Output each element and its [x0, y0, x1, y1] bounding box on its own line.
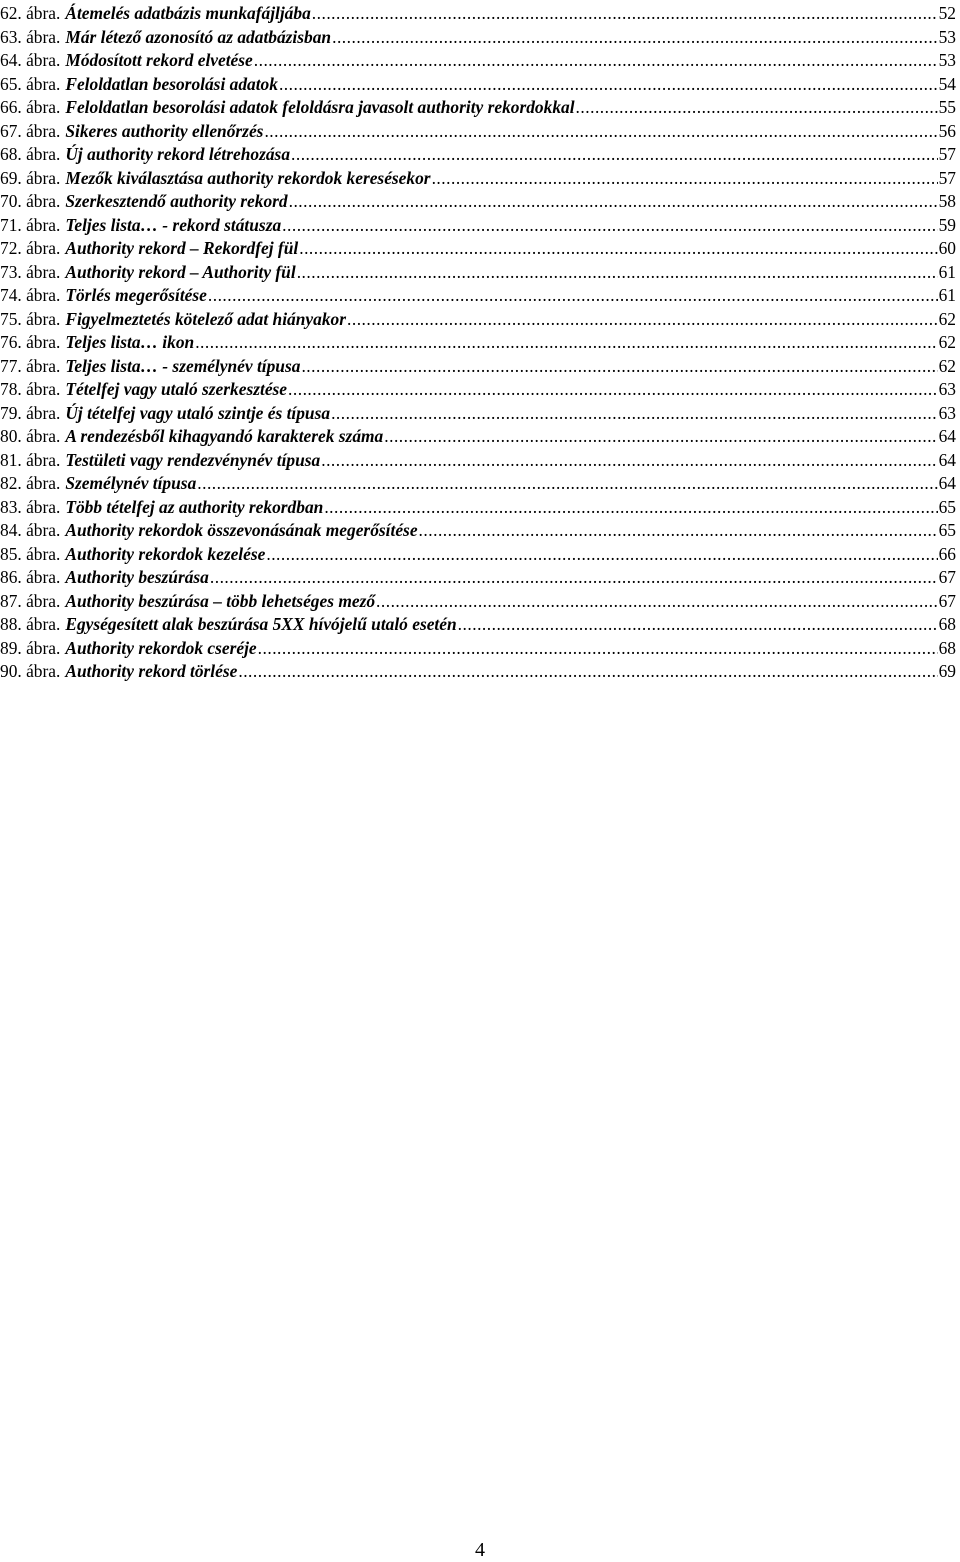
toc-entry[interactable] [0, 190, 956, 214]
entry-title: Authority rekordok cseréje [65, 637, 257, 658]
entry-number: 90. ábra. [0, 661, 61, 681]
entry-title: Authority rekordok összevonásának megerősítése [65, 520, 418, 540]
toc-entry[interactable] [0, 496, 956, 520]
entry-title: Új tételfej vagy utaló szintje és típusa [65, 402, 331, 423]
entry-number: 71. ábra. [0, 214, 61, 235]
toc-entry[interactable] [0, 519, 956, 543]
entry-number: 74. ábra. [0, 285, 61, 305]
dot-leader [195, 331, 937, 355]
entry-page-number: 68 [938, 637, 956, 658]
toc-entry[interactable] [0, 543, 956, 567]
dot-leader [238, 660, 937, 684]
toc-entry[interactable] [0, 143, 956, 167]
entry-number: 85. ábra. [0, 543, 61, 564]
entry-page-number: 63 [938, 402, 956, 423]
dot-leader [297, 261, 938, 285]
dot-leader [291, 143, 938, 167]
dot-leader [332, 26, 938, 50]
dot-leader [301, 355, 937, 379]
entry-page-number: 58 [938, 191, 956, 211]
entry-number: 82. ábra. [0, 473, 61, 493]
entry-title: Teljes lista… - rekord státusza [65, 214, 282, 235]
entry-title: Teljes lista… ikon [65, 332, 195, 352]
dot-leader [264, 120, 937, 144]
toc-entry[interactable] [0, 49, 956, 73]
entry-number: 70. ábra. [0, 191, 61, 211]
dot-leader [266, 543, 937, 567]
toc-entry[interactable] [0, 261, 956, 285]
entry-page-number: 61 [938, 285, 956, 305]
entry-title: Szerkesztendő authority rekord [65, 191, 288, 211]
entry-number: 64. ábra. [0, 50, 61, 70]
entry-number: 76. ábra. [0, 332, 61, 352]
entry-title: Figyelmeztetés kötelező adat hiányakor [65, 308, 346, 329]
toc-entry[interactable] [0, 2, 956, 26]
entry-title: Sikeres authority ellenőrzés [65, 120, 264, 141]
toc-entry[interactable] [0, 402, 956, 426]
entry-page-number: 55 [938, 97, 956, 117]
entry-number: 79. ábra. [0, 402, 61, 423]
toc-entry[interactable] [0, 425, 956, 449]
entry-page-number: 67 [938, 567, 956, 587]
dot-leader [299, 237, 937, 261]
entry-number: 89. ábra. [0, 637, 61, 658]
entry-number: 87. ábra. [0, 590, 61, 611]
entry-number: 68. ábra. [0, 144, 61, 164]
entry-number: 78. ábra. [0, 379, 61, 399]
entry-page-number: 69 [938, 661, 956, 681]
entry-number: 84. ábra. [0, 520, 61, 540]
entry-page-number: 67 [938, 590, 956, 611]
entry-page-number: 64 [938, 473, 956, 493]
dot-leader [197, 472, 937, 496]
dot-leader [419, 519, 938, 543]
toc-entry[interactable] [0, 637, 956, 661]
entry-title: Authority rekord – Authority fül [65, 261, 296, 282]
entry-title: Authority rekord törlése [65, 661, 238, 681]
toc-entry[interactable] [0, 284, 956, 308]
entry-number: 86. ábra. [0, 567, 61, 587]
entry-title: Átemelés adatbázis munkafájljába [65, 3, 311, 23]
entry-title: Már létező azonosító az adatbázisban [65, 26, 332, 47]
entry-number: 66. ábra. [0, 97, 61, 117]
entry-page-number: 60 [938, 238, 956, 258]
dot-leader [210, 566, 938, 590]
dot-leader [289, 190, 938, 214]
toc-entry[interactable] [0, 566, 956, 590]
entry-title: Tételfej vagy utaló szerkesztése [65, 379, 288, 399]
entry-page-number: 53 [938, 50, 956, 70]
toc-entry[interactable] [0, 331, 956, 355]
entry-title: Személynév típusa [65, 473, 197, 493]
entry-number: 83. ábra. [0, 496, 61, 517]
toc-entry[interactable] [0, 660, 956, 684]
entry-title: Authority rekord – Rekordfej fül [65, 238, 299, 258]
toc-entry[interactable] [0, 449, 956, 473]
page-number: 4 [475, 1539, 485, 1561]
entry-number: 65. ábra. [0, 73, 61, 94]
entry-title: Authority beszúrása – több lehetséges mező [65, 590, 376, 611]
entry-page-number: 62 [938, 332, 956, 352]
entry-page-number: 53 [938, 26, 956, 47]
entry-number: 75. ábra. [0, 308, 61, 329]
dot-leader [576, 96, 938, 120]
entry-title: Módosított rekord elvetése [65, 50, 253, 70]
dot-leader [376, 590, 938, 614]
dot-leader [279, 73, 938, 97]
entry-title: Testületi vagy rendezvénynév típusa [65, 449, 321, 470]
entry-number: 80. ábra. [0, 426, 61, 446]
entry-number: 62. ábra. [0, 3, 61, 23]
entry-page-number: 68 [938, 614, 956, 634]
dot-leader [432, 167, 938, 191]
dot-leader [324, 496, 937, 520]
toc-entry[interactable] [0, 73, 956, 97]
entry-title: Mezők kiválasztása authority rekordok keresésekor [65, 167, 431, 188]
toc-entry[interactable] [0, 237, 956, 261]
dot-leader [254, 49, 938, 73]
entry-title: Teljes lista… - személynév típusa [65, 355, 301, 376]
toc-entry[interactable] [0, 26, 956, 50]
entry-page-number: 65 [938, 520, 956, 540]
dot-leader [458, 613, 938, 637]
entry-page-number: 64 [938, 426, 956, 446]
entry-page-number: 63 [938, 379, 956, 399]
toc-entry[interactable] [0, 590, 956, 614]
entry-number: 67. ábra. [0, 120, 61, 141]
dot-leader [384, 425, 937, 449]
toc-entry[interactable] [0, 378, 956, 402]
dot-leader [347, 308, 938, 332]
entry-number: 72. ábra. [0, 238, 61, 258]
toc-entry[interactable] [0, 308, 956, 332]
toc-entry[interactable] [0, 613, 956, 637]
toc-entry[interactable] [0, 120, 956, 144]
entry-title: A rendezésből kihagyandó karakterek száma [65, 426, 384, 446]
entry-number: 77. ábra. [0, 355, 61, 376]
entry-number: 69. ábra. [0, 167, 61, 188]
entry-page-number: 64 [938, 449, 956, 470]
entry-page-number: 59 [938, 214, 956, 235]
toc-entry[interactable] [0, 355, 956, 379]
entry-title: Authority beszúrása [65, 567, 209, 587]
entry-page-number: 52 [938, 3, 956, 23]
dot-leader [331, 402, 938, 426]
entry-title: Törlés megerősítése [65, 285, 207, 305]
entry-title: Új authority rekord létrehozása [65, 144, 291, 164]
dot-leader [208, 284, 938, 308]
entry-page-number: 61 [938, 261, 956, 282]
toc-entry[interactable] [0, 472, 956, 496]
entry-title: Feloldatlan besorolási adatok [65, 73, 278, 94]
dot-leader [282, 214, 937, 238]
entry-title: Egységesített alak beszúrása 5XX hívójelű utaló esetén [65, 614, 457, 634]
toc-entry[interactable] [0, 167, 956, 191]
entry-number: 63. ábra. [0, 26, 61, 47]
entry-page-number: 56 [938, 120, 956, 141]
entry-title: Feloldatlan besorolási adatok feloldásra javasolt authority rekordokkal [65, 97, 575, 117]
dot-leader [312, 2, 938, 26]
dot-leader [258, 637, 938, 661]
entry-number: 88. ábra. [0, 614, 61, 634]
entry-page-number: 57 [938, 167, 956, 188]
entry-page-number: 62 [938, 355, 956, 376]
dot-leader [321, 449, 937, 473]
entry-number: 73. ábra. [0, 261, 61, 282]
entry-page-number: 62 [938, 308, 956, 329]
toc-entry[interactable] [0, 214, 956, 238]
entry-page-number: 57 [938, 144, 956, 164]
dot-leader [288, 378, 938, 402]
toc-entry[interactable] [0, 96, 956, 120]
entry-page-number: 66 [938, 543, 956, 564]
entry-title: Authority rekordok kezelése [65, 543, 266, 564]
table-of-figures [0, 0, 956, 684]
entry-page-number: 54 [938, 73, 956, 94]
entry-number: 81. ábra. [0, 449, 61, 470]
entry-page-number: 65 [938, 496, 956, 517]
entry-title: Több tételfej az authority rekordban [65, 496, 324, 517]
